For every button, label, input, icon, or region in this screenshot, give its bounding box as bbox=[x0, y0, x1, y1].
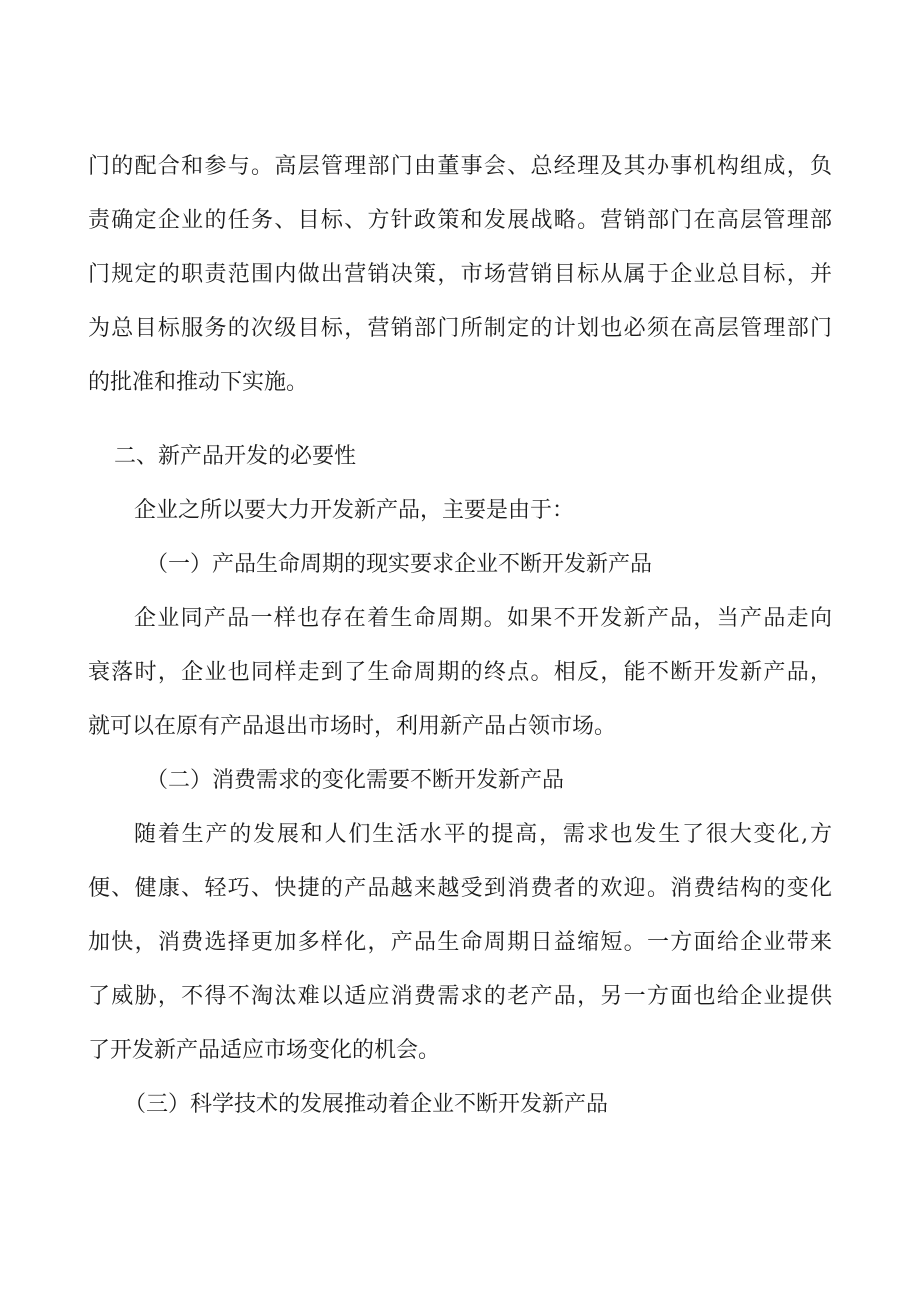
section-heading: 二、新产品开发的必要性 bbox=[114, 444, 357, 469]
paragraph-line: 就可以在原有产品退出市场时，利用新产品占领市场。 bbox=[88, 714, 617, 739]
intro-text: 企业之所以要大力开发新产品，主要是由于： bbox=[134, 498, 575, 523]
paragraph-line: 门规定的职责范围内做出营销决策，市场营销目标从属于企业总目标，并 bbox=[88, 262, 832, 287]
paragraph-line: 随着生产的发展和人们生活水平的提高，需求也发生了很大变化,方 bbox=[134, 822, 832, 847]
paragraph-line: 加快，消费选择更加多样化，产品生命周期日益缩短。一方面给企业带来 bbox=[88, 930, 832, 955]
paragraph-line: 为总目标服务的次级目标，营销部门所制定的计划也必须在高层管理部门 bbox=[88, 316, 832, 341]
paragraph-line: 便、健康、轻巧、快捷的产品越来越受到消费者的欢迎。消费结构的变化 bbox=[88, 876, 832, 901]
paragraph-line: 责确定企业的任务、目标、方针政策和发展战略。营销部门在高层管理部 bbox=[88, 208, 832, 233]
paragraph-line: 的批准和推动下实施。 bbox=[88, 370, 309, 395]
paragraph-line: 衰落时，企业也同样走到了生命周期的终点。相反，能不断开发新产品， bbox=[88, 660, 832, 685]
paragraph-line: 了威胁，不得不淘汰难以适应消费需求的老产品，另一方面也给企业提供 bbox=[88, 984, 832, 1009]
subsection-heading: （二）消费需求的变化需要不断开发新产品 bbox=[146, 768, 565, 793]
subsection-heading: （三）科学技术的发展推动着企业不断开发新产品 bbox=[124, 1092, 609, 1117]
paragraph-line: 企业同产品一样也存在着生命周期。如果不开发新产品，当产品走向 bbox=[134, 606, 832, 631]
paragraph-line: 了开发新产品适应市场变化的机会。 bbox=[88, 1038, 441, 1063]
subsection-heading: （一）产品生命周期的现实要求企业不断开发新产品 bbox=[146, 552, 653, 577]
paragraph-line: 门的配合和参与。高层管理部门由董事会、总经理及其办事机构组成，负 bbox=[88, 154, 832, 179]
